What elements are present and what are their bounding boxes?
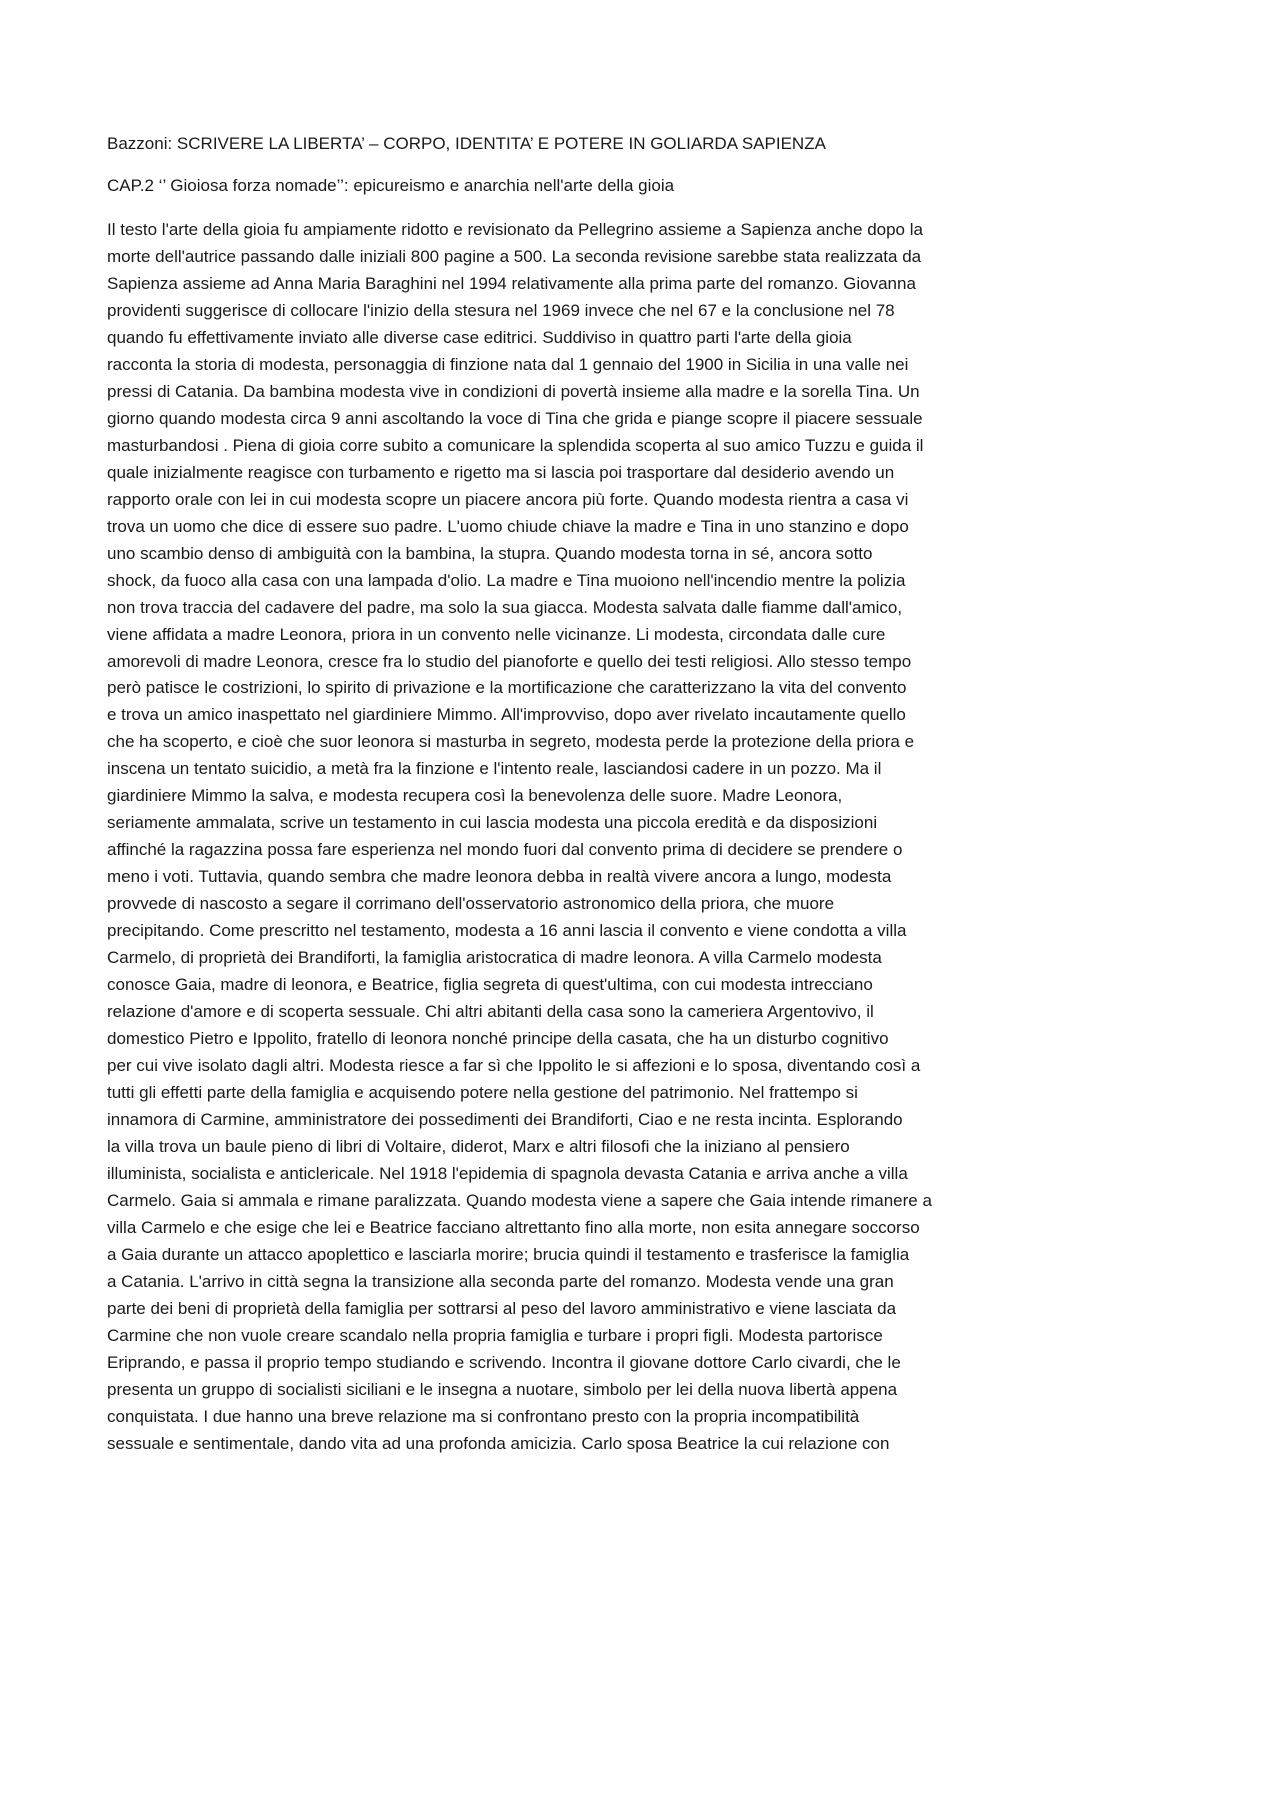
text-line: relazione d'amore e di scoperta sessuale. Chi altri abitanti della casa sono la cameriera Argentovivo, il bbox=[107, 1002, 874, 1022]
text-line: illuminista, socialista e anticlericale. Nel 1918 l'epidemia di spagnola devasta Catania e arriva anche a villa bbox=[107, 1163, 908, 1183]
text-line: quale inizialmente reagisce con turbamento e rigetto ma si lascia poi trasportare dal desiderio avendo un bbox=[107, 462, 895, 482]
text-line: a Catania. L'arrivo in città segna la transizione alla seconda parte del romanzo. Modesta vende una gran bbox=[107, 1271, 894, 1291]
text-line: che ha scoperto, e cioè che suor leonora si masturba in segreto, modesta perde la protezione della priora e bbox=[107, 732, 915, 752]
text-line: Carmelo. Gaia si ammala e rimane paralizzata. Quando modesta viene a sapere che Gaia intende rimanere a bbox=[107, 1190, 932, 1210]
text-line: villa Carmelo e che esige che lei e Beatrice facciano altrettanto fino alla morte, non esita annegare soccorso bbox=[107, 1217, 920, 1237]
text-line: e trova un amico inaspettato nel giardiniere Mimmo. All'improvviso, dopo aver rivelato incautamente quello bbox=[107, 705, 906, 725]
text-line: conquistata. I due hanno una breve relazione ma si confrontano presto con la propria incompatibilità bbox=[107, 1406, 860, 1426]
text-line: rapporto orale con lei in cui modesta scopre un piacere ancora più forte. Quando modesta rientra a casa vi bbox=[107, 489, 909, 509]
text-line: giorno quando modesta circa 9 anni ascoltando la voce di Tina che grida e piange scopre il piacere sessuale bbox=[107, 408, 923, 428]
text-line: innamora di Carmine, amministratore dei possedimenti dei Brandiforti, Ciao e ne resta incinta. Esplorando bbox=[107, 1109, 903, 1129]
text-line: Eriprando, e passa il proprio tempo studiando e scrivendo. Incontra il giovane dottore Carlo civardi, che le bbox=[107, 1352, 901, 1372]
text-line: sessuale e sentimentale, dando vita ad una profonda amicizia. Carlo sposa Beatrice la cui relazione con bbox=[107, 1433, 890, 1453]
text-line: meno i voti. Tuttavia, quando sembra che madre leonora debba in realtà vivere ancora a lungo, modesta bbox=[107, 867, 892, 887]
text-line: inscena un tentato suicidio, a metà fra la finzione e l'intento reale, lasciandosi cadere in un pozzo. Ma il bbox=[107, 759, 882, 779]
text-line: uno scambio denso di ambiguità con la bambina, la stupra. Quando modesta torna in sé, ancora sotto bbox=[107, 543, 873, 563]
text-line: conosce Gaia, madre di leonora, e Beatrice, figlia segreta di quest'ultima, con cui modesta intrecciano bbox=[107, 975, 873, 995]
text-line: viene affidata a madre Leonora, priora in un convento nelle vicinanze. Li modesta, circondata dalle cure bbox=[107, 624, 886, 644]
text-line: quando fu effettivamente inviato alle diverse case editrici. Suddiviso in quattro parti l'arte della gioia bbox=[107, 327, 852, 347]
text-line: Carmelo, di proprietà dei Brandiforti, la famiglia aristocratica di madre leonora. A villa Carmelo modesta bbox=[107, 948, 882, 968]
text-line: parte dei beni di proprietà della famiglia per sottrarsi al peso del lavoro amministrativo e viene lasciata da bbox=[107, 1298, 897, 1318]
text-line: giardiniere Mimmo la salva, e modesta recupera così la benevolenza delle suore. Madre Leonora, bbox=[107, 786, 843, 806]
text-line: pressi di Catania. Da bambina modesta vive in condizioni di povertà insieme alla madre e la sorella Tina. Un bbox=[107, 381, 920, 401]
text-line: seriamente ammalata, scrive un testamento in cui lascia modesta una piccola eredità e da disposizioni bbox=[107, 813, 878, 833]
chapter-heading: CAP.2 ‘’ Gioiosa forza nomade’’: epicureismo e anarchia nell'arte della gioia bbox=[107, 176, 675, 195]
text-line: racconta la storia di modesta, personaggia di finzione nata dal 1 gennaio del 1900 in Sicilia in una valle nei bbox=[107, 354, 909, 374]
document-title: Bazzoni: SCRIVERE LA LIBERTA’ – CORPO, IDENTITA’ E POTERE IN GOLIARDA SAPIENZA bbox=[107, 134, 826, 153]
text-line: provvede di nascosto a segare il corrimano dell'osservatorio astronomico della priora, che muore bbox=[107, 894, 835, 914]
text-line: shock, da fuoco alla casa con una lampada d'olio. La madre e Tina muoiono nell'incendio mentre la polizia bbox=[107, 570, 906, 590]
text-line: trova un uomo che dice di essere suo padre. L'uomo chiude chiave la madre e Tina in uno stanzino e dopo bbox=[107, 516, 909, 536]
text-line: presenta un gruppo di socialisti siciliani e le insegna a nuotare, simbolo per lei della nuova libertà appena bbox=[107, 1379, 898, 1399]
text-line: affinché la ragazzina possa fare esperienza nel mondo fuori dal convento prima di decidere se prendere o bbox=[107, 840, 903, 860]
text-line: non trova traccia del cadavere del padre, ma solo la sua giacca. Modesta salvata dalle fiamme dall'amico, bbox=[107, 597, 903, 617]
text-line: masturbandosi . Piena di gioia corre subito a comunicare la splendida scoperta al suo amico Tuzzu e guida il bbox=[107, 435, 924, 455]
text-line: amorevoli di madre Leonora, cresce fra lo studio del pianoforte e quello dei testi religiosi. Allo stesso tempo bbox=[107, 651, 912, 671]
text-line: providenti suggerisce di collocare l'inizio della stesura nel 1969 invece che nel 67 e la conclusione nel 78 bbox=[107, 300, 895, 320]
text-line: precipitando. Come prescritto nel testamento, modesta a 16 anni lascia il convento e viene condotta a villa bbox=[107, 921, 907, 941]
text-line: tutti gli effetti parte della famiglia e acquisendo potere nella gestione del patrimonio. Nel frattempo si bbox=[107, 1083, 858, 1102]
text-line: domestico Pietro e Ippolito, fratello di leonora nonché principe della casata, che ha un disturbo cognitivo bbox=[107, 1029, 889, 1049]
text-line: Carmine che non vuole creare scandalo nella propria famiglia e turbare i propri figli. Modesta partorisce bbox=[107, 1325, 883, 1345]
text-line: però patisce le costrizioni, lo spirito di privazione e la mortificazione che caratterizzano la vita del convento bbox=[107, 678, 907, 698]
text-line: morte dell'autrice passando dalle iniziali 800 pagine a 500. La seconda revisione sarebbe stata realizzata da bbox=[107, 246, 922, 266]
text-line: la villa trova un baule pieno di libri di Voltaire, diderot, Marx e altri filosofi che la iniziano al pensiero bbox=[107, 1136, 850, 1156]
text-line: Sapienza assieme ad Anna Maria Baraghini nel 1994 relativamente alla prima parte del romanzo. Giovanna bbox=[107, 273, 916, 293]
body-paragraph bbox=[107, 217, 932, 1458]
text-line: Il testo l'arte della gioia fu ampiamente ridotto e revisionato da Pellegrino assieme a Sapienza anche dopo la bbox=[107, 220, 923, 239]
text-line: a Gaia durante un attacco apoplettico e lasciarla morire; brucia quindi il testamento e trasferisce la famiglia bbox=[107, 1244, 910, 1264]
text-line: per cui vive isolato dagli altri. Modesta riesce a far sì che Ippolito le si affezioni e lo sposa, diventando così a bbox=[107, 1056, 921, 1076]
